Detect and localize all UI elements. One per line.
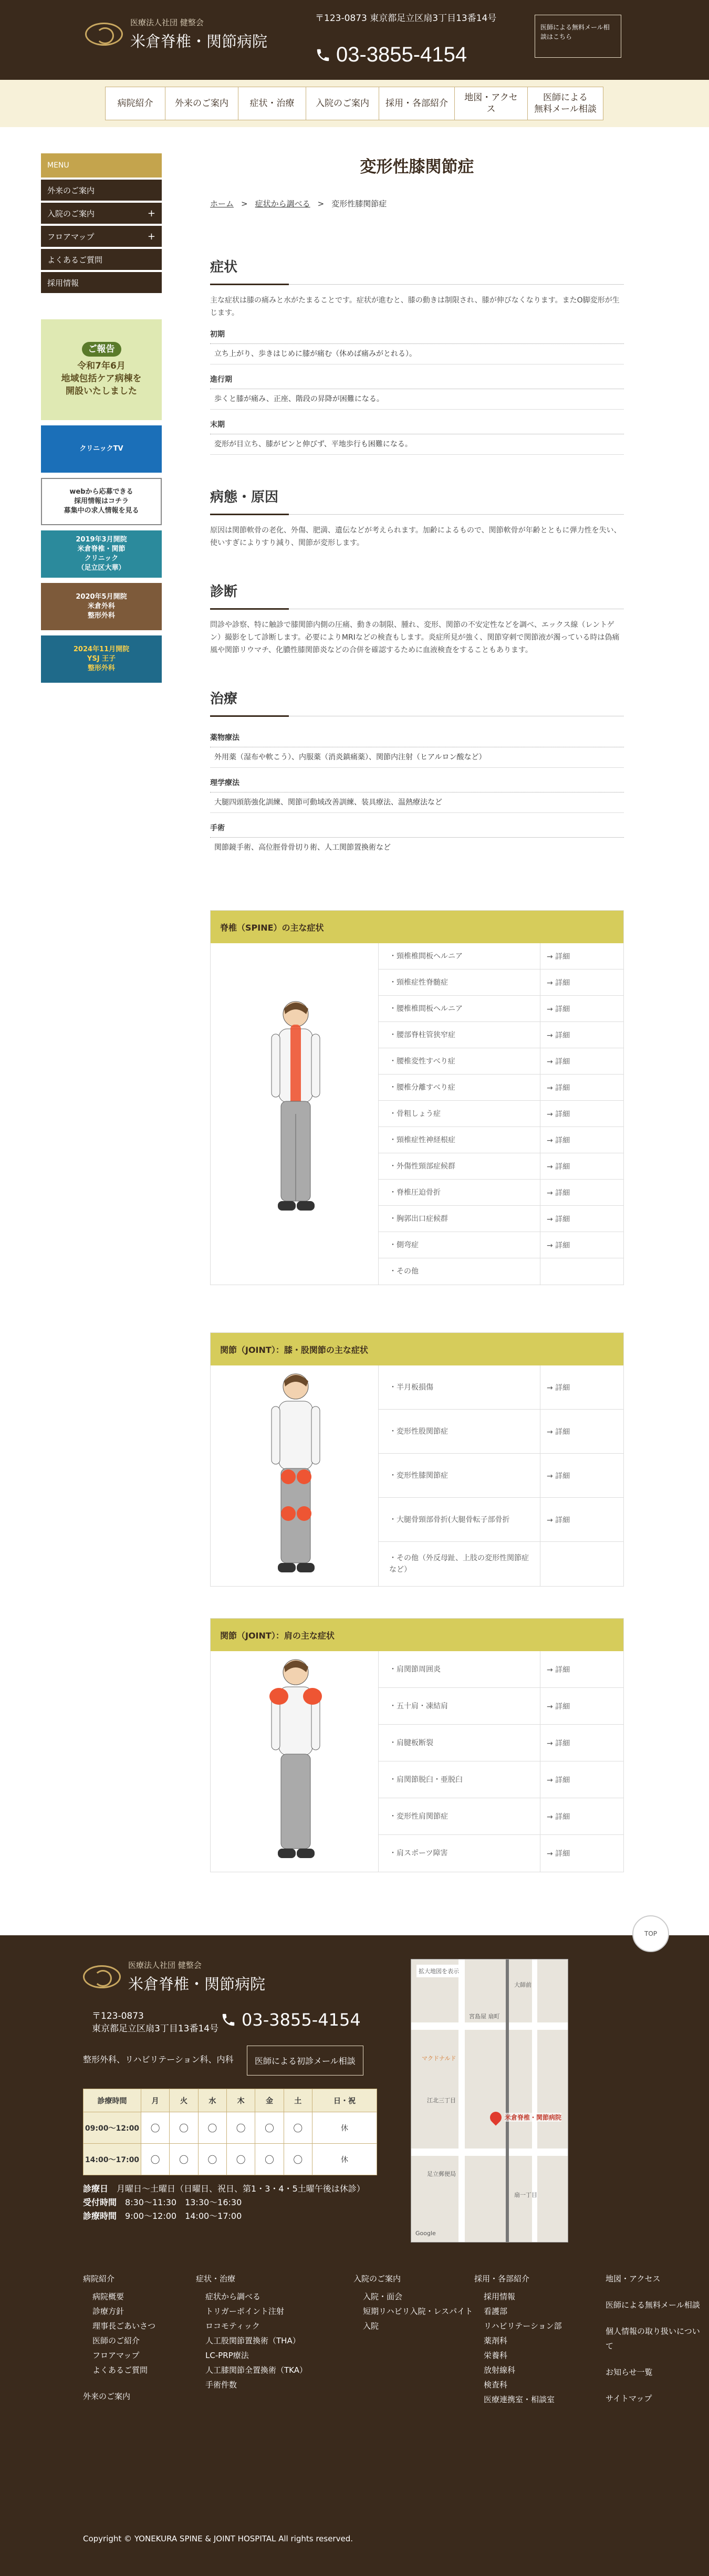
banner-line: 2020年5月開院 xyxy=(76,593,127,601)
symptom-name[interactable]: ・五十肩・凍結肩 xyxy=(379,1688,540,1724)
symptom-name[interactable]: ・頸椎症性脊髄症 xyxy=(379,969,540,995)
treatment-desc: 大腿四頭筋強化訓練、関節可動域改善訓練、装具療法、温熱療法など xyxy=(210,792,624,813)
table-row[interactable] xyxy=(379,1180,623,1206)
nav-hospital-intro[interactable]: 病院紹介 xyxy=(105,87,165,120)
footer-address xyxy=(92,2010,218,2035)
footer-column xyxy=(196,2271,353,2407)
detail-link[interactable]: → 詳細 xyxy=(547,1739,570,1748)
detail-link[interactable]: → 詳細 xyxy=(547,1031,570,1040)
banner-line: クリニック xyxy=(84,555,119,562)
table-row[interactable] xyxy=(379,1798,623,1835)
plus-icon[interactable]: + xyxy=(147,231,155,242)
footer-column-head[interactable]: 採用・各部紹介 xyxy=(474,2274,530,2283)
hours-header-cell: 火 xyxy=(170,2089,198,2112)
back-to-top-button[interactable]: TOP xyxy=(632,1915,669,1952)
symptom-name[interactable]: ・外傷性頸部症候群 xyxy=(379,1153,540,1179)
hours-header-cell: 金 xyxy=(255,2089,284,2112)
footer-column xyxy=(83,2271,196,2407)
footer-link[interactable]: トリガーポイント注射 xyxy=(205,2307,284,2316)
footer-column-head[interactable]: サイトマップ xyxy=(606,2394,652,2403)
banner-line: 2024年11月開院 xyxy=(73,645,130,653)
sidebar-item-outpatient[interactable] xyxy=(41,180,162,201)
table-row[interactable] xyxy=(379,1498,623,1542)
footer-link[interactable]: よくあるご質問 xyxy=(92,2365,148,2375)
stage-term: 末期 xyxy=(210,414,624,434)
footer-link[interactable]: 看護部 xyxy=(484,2307,508,2316)
stage-desc: 立ち上がり、歩きはじめに膝が痛む（休めば痛みがとれる）。 xyxy=(210,344,624,364)
table-row[interactable] xyxy=(379,1206,623,1232)
table-row[interactable] xyxy=(379,1835,623,1872)
stage-desc: 歩くと膝が痛み、正座、階段の昇降が困難になる。 xyxy=(210,389,624,410)
table-row[interactable] xyxy=(379,943,623,969)
note-label: 診療時間 xyxy=(83,2211,117,2221)
table-row[interactable] xyxy=(379,1761,623,1798)
treatment-term: 手術 xyxy=(210,817,624,838)
sidebar-item-label: 入院のご案内 xyxy=(47,208,95,218)
detail-link[interactable]: → 詳細 xyxy=(547,1188,570,1197)
symptom-name[interactable]: ・肩関節脱臼・亜脱臼 xyxy=(379,1761,540,1798)
footer-phone[interactable] xyxy=(221,2010,361,2030)
hours-cell: 〇 xyxy=(141,2112,170,2144)
map-google-logo: Google xyxy=(415,2230,436,2237)
site-logo[interactable] xyxy=(85,17,267,51)
hours-cell: 〇 xyxy=(226,2144,255,2175)
note-text: 9:00〜12:00 14:00〜17:00 xyxy=(125,2211,242,2221)
map-label: マクドナルド xyxy=(422,2055,456,2062)
symptom-table-shoulder xyxy=(210,1618,624,1872)
nav-symptoms[interactable]: 症状・治療 xyxy=(238,87,306,120)
banner-tag: ご報告 xyxy=(82,342,121,357)
detail-link xyxy=(540,1542,623,1586)
banner-line: 開設いたしました xyxy=(66,386,137,397)
detail-link[interactable]: → 詳細 xyxy=(547,1472,570,1480)
detail-link[interactable]: → 詳細 xyxy=(547,1162,570,1171)
symptom-name[interactable]: ・肩関節周囲炎 xyxy=(379,1651,540,1687)
nav-outpatient[interactable]: 外来のご案内 xyxy=(165,87,238,120)
knee-hip-figure xyxy=(211,1365,379,1586)
section-title-symptoms: 症状 xyxy=(210,256,624,285)
table-row[interactable] xyxy=(379,1410,623,1454)
banner-ward-opening[interactable] xyxy=(41,319,162,420)
table-row[interactable] xyxy=(379,1075,623,1101)
banner-line: 地域包括ケア病棟を xyxy=(61,373,142,384)
symptom-name[interactable]: ・頸椎症性神経根症 xyxy=(379,1127,540,1153)
nav-inpatient[interactable]: 入院のご案内 xyxy=(306,87,379,120)
global-nav xyxy=(0,80,709,127)
breadcrumb-home[interactable]: ホーム xyxy=(210,199,234,208)
section-title-cause: 病態・原因 xyxy=(210,486,624,515)
footer-column xyxy=(606,2271,705,2407)
header-phone[interactable] xyxy=(315,43,467,67)
symptom-name[interactable]: ・胸郭出口症候群 xyxy=(379,1206,540,1232)
banner-line: 採用情報はコチラ xyxy=(74,497,129,505)
footer-column-head[interactable]: 医師による無料メール相談 xyxy=(606,2300,700,2310)
phone-icon xyxy=(221,2012,236,2028)
breadcrumb-current: 変形性膝関節症 xyxy=(331,199,387,208)
sidebar-item-floormap[interactable] xyxy=(41,226,162,247)
page-title: 変形性膝関節症 xyxy=(360,158,474,176)
symptom-name[interactable]: ・脊椎圧迫骨折 xyxy=(379,1180,540,1205)
sidebar-item-label: 採用情報 xyxy=(47,278,79,288)
footer-link[interactable]: 理事長ごあいさつ xyxy=(92,2321,156,2331)
spine-illustration-icon xyxy=(258,993,331,1235)
table-row[interactable] xyxy=(379,1127,623,1153)
map-expand-link[interactable]: 拡大地図を表示 xyxy=(416,1965,461,1977)
detail-link[interactable]: → 詳細 xyxy=(547,1702,570,1711)
map-label: 大師前 xyxy=(514,1981,531,1988)
hours-table xyxy=(83,2089,377,2175)
detail-link xyxy=(540,1258,623,1285)
header-phone-number: 03-3855-4154 xyxy=(336,43,467,66)
footer-logo-title: 米倉脊椎・関節病院 xyxy=(128,1975,266,1993)
symptom-name[interactable]: ・腰椎椎間板ヘルニア xyxy=(379,996,540,1021)
detail-link[interactable]: → 詳細 xyxy=(547,1057,570,1066)
hours-cell: 〇 xyxy=(255,2144,284,2175)
hours-cell: 〇 xyxy=(284,2112,312,2144)
hours-label: 09:00〜12:00 xyxy=(84,2112,141,2144)
banner-yonekura-surgery[interactable] xyxy=(41,583,162,630)
treatment-desc: 外用薬（湿布や軟こう）、内服薬（消炎鎮痛薬）、関節内注射（ヒアルロン酸など） xyxy=(210,747,624,768)
sidebar-item-label: よくあるご質問 xyxy=(47,255,103,265)
table-row[interactable] xyxy=(379,1153,623,1180)
footer-mail-button[interactable]: 医師による初診メール相談 xyxy=(247,2046,363,2076)
section-title-treatment: 治療 xyxy=(210,688,624,716)
section-text: 原因は関節軟骨の老化、外傷、肥満、遺伝などが考えられます。加齢によるもので、関節軟骨が年齢とともに弾力性を失い、使いすぎによりすり減り、関節が変形します。 xyxy=(210,526,621,547)
footer-link[interactable]: 短期リハビリ入院・レスパイト入院 xyxy=(363,2307,473,2331)
symptom-name[interactable]: ・半月板損傷 xyxy=(379,1365,540,1409)
note-text: 8:30〜11:30 13:30〜16:30 xyxy=(125,2197,242,2207)
banner-ysj-oji[interactable] xyxy=(41,635,162,683)
detail-link[interactable]: → 詳細 xyxy=(547,1516,570,1525)
hours-header-cell: 診療時間 xyxy=(84,2089,141,2112)
sidebar-item-inpatient[interactable] xyxy=(41,203,162,224)
symptom-name[interactable]: ・腰椎分離すべり症 xyxy=(379,1075,540,1100)
access-map[interactable] xyxy=(411,1959,568,2243)
footer-link[interactable]: 医師のご紹介 xyxy=(92,2336,140,2345)
table-row[interactable] xyxy=(379,1101,623,1127)
logo-mark-icon xyxy=(83,1965,121,1988)
footer-column-head[interactable]: お知らせ一覧 xyxy=(606,2368,653,2377)
footer-link[interactable]: 検査科 xyxy=(484,2380,508,2390)
breadcrumb-separator: > xyxy=(317,199,325,208)
banner-line: webから応募できる xyxy=(69,488,133,496)
treatment-desc: 関節鏡手術、高位脛骨骨切り術、人工関節置換術など xyxy=(214,843,391,852)
footer-logo[interactable] xyxy=(83,1959,265,1994)
banner-line: クリニックTV xyxy=(79,445,123,453)
hours-cell: 〇 xyxy=(141,2144,170,2175)
hours-cell: 〇 xyxy=(226,2112,255,2144)
table-row[interactable] xyxy=(379,1725,623,1761)
nav-recruit[interactable]: 採用・各部紹介 xyxy=(379,87,455,120)
table-row[interactable] xyxy=(379,1022,623,1048)
site-footer xyxy=(0,1930,709,2576)
footer-street: 東京都足立区扇3丁目13番14号 xyxy=(92,2024,219,2034)
footer-column xyxy=(353,2271,474,2407)
footer-link[interactable]: リハビリテーション部 xyxy=(484,2321,562,2331)
hours-cell: 〇 xyxy=(198,2144,226,2175)
shoulder-figure xyxy=(211,1651,379,1872)
banner-line: （足立区大華） xyxy=(77,564,126,572)
detail-link[interactable]: → 詳細 xyxy=(547,952,570,961)
logo-subtitle: 医療法人社団 健整会 xyxy=(130,18,204,27)
footer-logo-subtitle: 医療法人社団 健整会 xyxy=(128,1960,202,1970)
detail-link[interactable]: → 詳細 xyxy=(547,1083,570,1092)
symptom-name[interactable]: ・変形性膝関節症 xyxy=(379,1454,540,1497)
sidebar-item-label: フロアマップ xyxy=(47,232,95,242)
footer-departments: 整形外科、リハビリテーション科、内科 xyxy=(83,2054,234,2064)
detail-link[interactable]: → 詳細 xyxy=(547,1665,570,1674)
sidebar xyxy=(41,153,162,1872)
table-row[interactable] xyxy=(379,1232,623,1258)
hours-row xyxy=(84,2144,377,2175)
table-row[interactable] xyxy=(379,1688,623,1725)
symptom-table-rows xyxy=(379,943,623,1285)
map-pin-icon[interactable] xyxy=(487,2109,504,2125)
hours-label: 14:00〜17:00 xyxy=(84,2144,141,2175)
banner-line: 令和7年6月 xyxy=(77,361,126,371)
hours-cell: 〇 xyxy=(170,2144,198,2175)
symptom-name[interactable]: ・側弯症 xyxy=(379,1232,540,1258)
footer-notes xyxy=(83,2182,365,2223)
footer-column-head[interactable]: 地図・アクセス xyxy=(606,2274,661,2283)
footer-link[interactable]: 薬剤科 xyxy=(484,2336,508,2345)
breadcrumb-symptoms[interactable]: 症状から調べる xyxy=(255,199,310,208)
symptom-name[interactable]: ・変形性股関節症 xyxy=(379,1410,540,1453)
footer-link[interactable]: フロアマップ xyxy=(92,2351,140,2360)
symptom-name[interactable]: ・肩腱板断裂 xyxy=(379,1725,540,1761)
footer-link[interactable]: 手術件数 xyxy=(205,2380,237,2390)
banner-line: 米倉脊椎・関節 xyxy=(77,545,126,553)
footer-link[interactable]: ロコモティック xyxy=(205,2321,260,2331)
footer-postal: 〒123-0873 xyxy=(92,2011,144,2021)
phone-icon xyxy=(315,47,331,63)
footer-column-head[interactable]: 病院紹介 xyxy=(83,2274,115,2283)
banner-line: 募集中の求人情報を見る xyxy=(64,507,139,515)
note-text: 月曜日〜土曜日（日曜日、祝日、第1・3・4・5土曜午後は休診） xyxy=(117,2184,365,2194)
footer-column-head[interactable]: 症状・治療 xyxy=(196,2274,236,2283)
hours-header-cell: 月 xyxy=(141,2089,170,2112)
section-title-diagnosis: 診断 xyxy=(210,581,624,609)
detail-link[interactable]: → 詳細 xyxy=(547,1383,570,1392)
map-label: 江北三丁目 xyxy=(427,2097,456,2104)
map-label: 扇一丁目 xyxy=(514,2192,537,2198)
symptom-name[interactable]: ・その他 xyxy=(379,1258,540,1285)
detail-link[interactable]: → 詳細 xyxy=(547,1850,570,1858)
hours-cell: 休 xyxy=(312,2112,377,2144)
stage-term: 初期 xyxy=(210,324,624,344)
treatment-term: 薬物療法 xyxy=(210,727,624,747)
footer-column xyxy=(474,2271,606,2407)
header-mail-button[interactable]: 医師による無料メール相談はこちら xyxy=(535,15,621,58)
footer-link[interactable]: 医療連携室・相談室 xyxy=(484,2395,555,2404)
note-label: 受付時間 xyxy=(83,2197,117,2207)
symptom-name[interactable]: ・肩スポーツ障害 xyxy=(379,1835,540,1872)
sidebar-item-faq[interactable] xyxy=(41,249,162,270)
symptom-name[interactable]: ・その他（外反母趾、上肢の変形性関節症など） xyxy=(379,1542,540,1586)
symptom-name[interactable]: ・腰椎変性すべり症 xyxy=(379,1048,540,1074)
detail-link[interactable]: → 詳細 xyxy=(547,1215,570,1224)
plus-icon[interactable]: + xyxy=(147,207,155,219)
map-label: 足立郵便局 xyxy=(427,2171,456,2177)
table-row[interactable] xyxy=(379,969,623,996)
symptom-table-rows xyxy=(379,1651,623,1872)
header-address: 〒123-0873 東京都足立区扇3丁目13番14号 xyxy=(315,13,497,24)
table-row[interactable] xyxy=(379,1258,623,1285)
banner-line: 整形外科 xyxy=(87,664,115,672)
footer-link[interactable]: 採用情報 xyxy=(484,2292,516,2301)
map-label: 宮島屋 扇町 xyxy=(469,2013,500,2020)
symptom-table-spine xyxy=(210,910,624,1285)
hours-cell: 〇 xyxy=(170,2112,198,2144)
table-row[interactable] xyxy=(379,1048,623,1075)
footer-link[interactable]: 診療方針 xyxy=(92,2307,124,2316)
hours-header-cell: 土 xyxy=(284,2089,312,2112)
symptom-name[interactable]: ・腰部脊柱管狭窄症 xyxy=(379,1022,540,1048)
banner-clinic-tv[interactable] xyxy=(41,425,162,473)
banner-line: YSJ 王子 xyxy=(87,655,116,663)
main-content xyxy=(210,153,624,1872)
stage-desc: 変形が目立ち、膝がピンと伸びず、平地歩行も困難になる。 xyxy=(210,434,624,455)
banner-line: 整形外科 xyxy=(87,612,115,620)
hours-cell: 〇 xyxy=(255,2112,284,2144)
section-text: 主な症状は膝の痛みと水がたまることです。症状が進むと、膝の動きは制限され、膝が伸びなくなります。またO脚変形が生じます。 xyxy=(210,296,620,317)
treatment-term: 理学療法 xyxy=(210,772,624,792)
breadcrumb xyxy=(210,198,624,209)
footer-link[interactable]: 症状から調べる xyxy=(205,2292,261,2301)
table-row[interactable] xyxy=(379,1651,623,1688)
logo-title: 米倉脊椎・関節病院 xyxy=(130,33,268,50)
detail-link[interactable]: → 詳細 xyxy=(547,1776,570,1785)
symptom-name[interactable]: ・骨粗しょう症 xyxy=(379,1101,540,1127)
banner-line: 2019年3月開院 xyxy=(76,536,127,544)
hours-header-cell: 日・祝 xyxy=(312,2089,377,2112)
sidebar-item-recruit[interactable] xyxy=(41,272,162,293)
footer-link[interactable]: 栄養科 xyxy=(484,2351,508,2360)
hours-cell: 休 xyxy=(312,2144,377,2175)
spine-figure xyxy=(211,943,379,1285)
shoulder-illustration-icon xyxy=(258,1651,331,1872)
nav-access[interactable]: 地図・アクセス xyxy=(454,87,528,120)
sidebar-head: MENU xyxy=(41,153,162,178)
footer-link[interactable]: 放射線科 xyxy=(484,2365,516,2375)
detail-link[interactable]: → 詳細 xyxy=(547,1110,570,1119)
section-text: 問診や診察、特に触診で膝関節内側の圧痛、動きの制限、腫れ、変形、関節の不安定性などを調べ、エックス線（レントゲン）撮影をして診断します。必要によりMRIなどの検査もします。炎症所見が強く、関節穿刺で関節液が濁っている時は偽痛風や関節リウマチ、化膿性膝関節炎などの合併を確認するために血液検査をすることもあります。 xyxy=(210,621,620,654)
hours-cell: 〇 xyxy=(198,2112,226,2144)
symptom-name[interactable]: ・変形性肩関節症 xyxy=(379,1798,540,1834)
symptom-table-rows xyxy=(379,1365,623,1586)
note-label: 診療日 xyxy=(83,2184,109,2194)
stage-term: 進行期 xyxy=(210,369,624,389)
footer-column-head[interactable]: 個人情報の取り扱いについて xyxy=(606,2327,700,2351)
table-row[interactable] xyxy=(379,1365,623,1410)
detail-link[interactable]: → 詳細 xyxy=(547,1427,570,1436)
logo-mark-icon xyxy=(85,23,123,46)
footer-column-head[interactable]: 外来のご案内 xyxy=(83,2392,131,2401)
symptom-table-knee-hip xyxy=(210,1332,624,1587)
hours-header-cell: 木 xyxy=(226,2089,255,2112)
footer-link[interactable]: LC-PRP療法 xyxy=(205,2351,249,2360)
breadcrumb-separator: > xyxy=(241,199,248,208)
detail-link[interactable]: → 詳細 xyxy=(547,1136,570,1145)
footer-link[interactable]: 病院概要 xyxy=(92,2292,124,2301)
sidebar-item-label: 外来のご案内 xyxy=(47,185,95,195)
symptom-name[interactable]: ・頸椎椎間板ヘルニア xyxy=(379,943,540,969)
site-header xyxy=(0,0,709,80)
table-row[interactable] xyxy=(379,1542,623,1586)
table-row[interactable] xyxy=(379,1454,623,1498)
footer-link[interactable]: 人工膝関節全置換術（TKA） xyxy=(205,2365,307,2375)
banner-recruit[interactable] xyxy=(41,478,162,525)
copyright: Copyright © YONEKURA SPINE & JOINT HOSPITAL All rights reserved. xyxy=(83,2534,353,2543)
nav-mail-consult[interactable]: 医師による 無料メール相談 xyxy=(527,87,603,120)
map-pin-label: 米倉脊椎・関節病院 xyxy=(505,2114,562,2121)
banner-clinic-ohana[interactable] xyxy=(41,530,162,578)
stage-list xyxy=(210,324,624,455)
symptom-table-title: 脊椎（SPINE）の主な症状 xyxy=(211,911,623,943)
footer-link[interactable]: 入院・面会 xyxy=(363,2292,403,2301)
footer-phone-number: 03-3855-4154 xyxy=(242,2010,361,2030)
hours-row xyxy=(84,2112,377,2144)
banner-line: 米倉外科 xyxy=(87,602,115,610)
detail-link[interactable]: → 詳細 xyxy=(547,1812,570,1821)
detail-link[interactable]: → 詳細 xyxy=(547,978,570,987)
symptom-table-title: 関節（JOINT）：肩の主な症状 xyxy=(211,1619,623,1651)
footer-links xyxy=(83,2271,709,2407)
symptom-table-title: 関節（JOINT）：膝・股関節の主な症状 xyxy=(211,1333,623,1365)
knee-hip-illustration-icon xyxy=(258,1365,331,1586)
symptom-name[interactable]: ・大腿骨頸部骨折(大腿骨転子部骨折 xyxy=(379,1498,540,1541)
hours-header-cell: 水 xyxy=(198,2089,226,2112)
hours-cell: 〇 xyxy=(284,2144,312,2175)
treatment-list xyxy=(210,727,624,858)
table-row[interactable] xyxy=(379,996,623,1022)
footer-link[interactable]: 人工股関節置換術（THA） xyxy=(205,2336,300,2345)
detail-link[interactable]: → 詳細 xyxy=(547,1005,570,1014)
footer-column-head[interactable]: 入院のご案内 xyxy=(353,2274,401,2283)
detail-link[interactable]: → 詳細 xyxy=(547,1241,570,1250)
